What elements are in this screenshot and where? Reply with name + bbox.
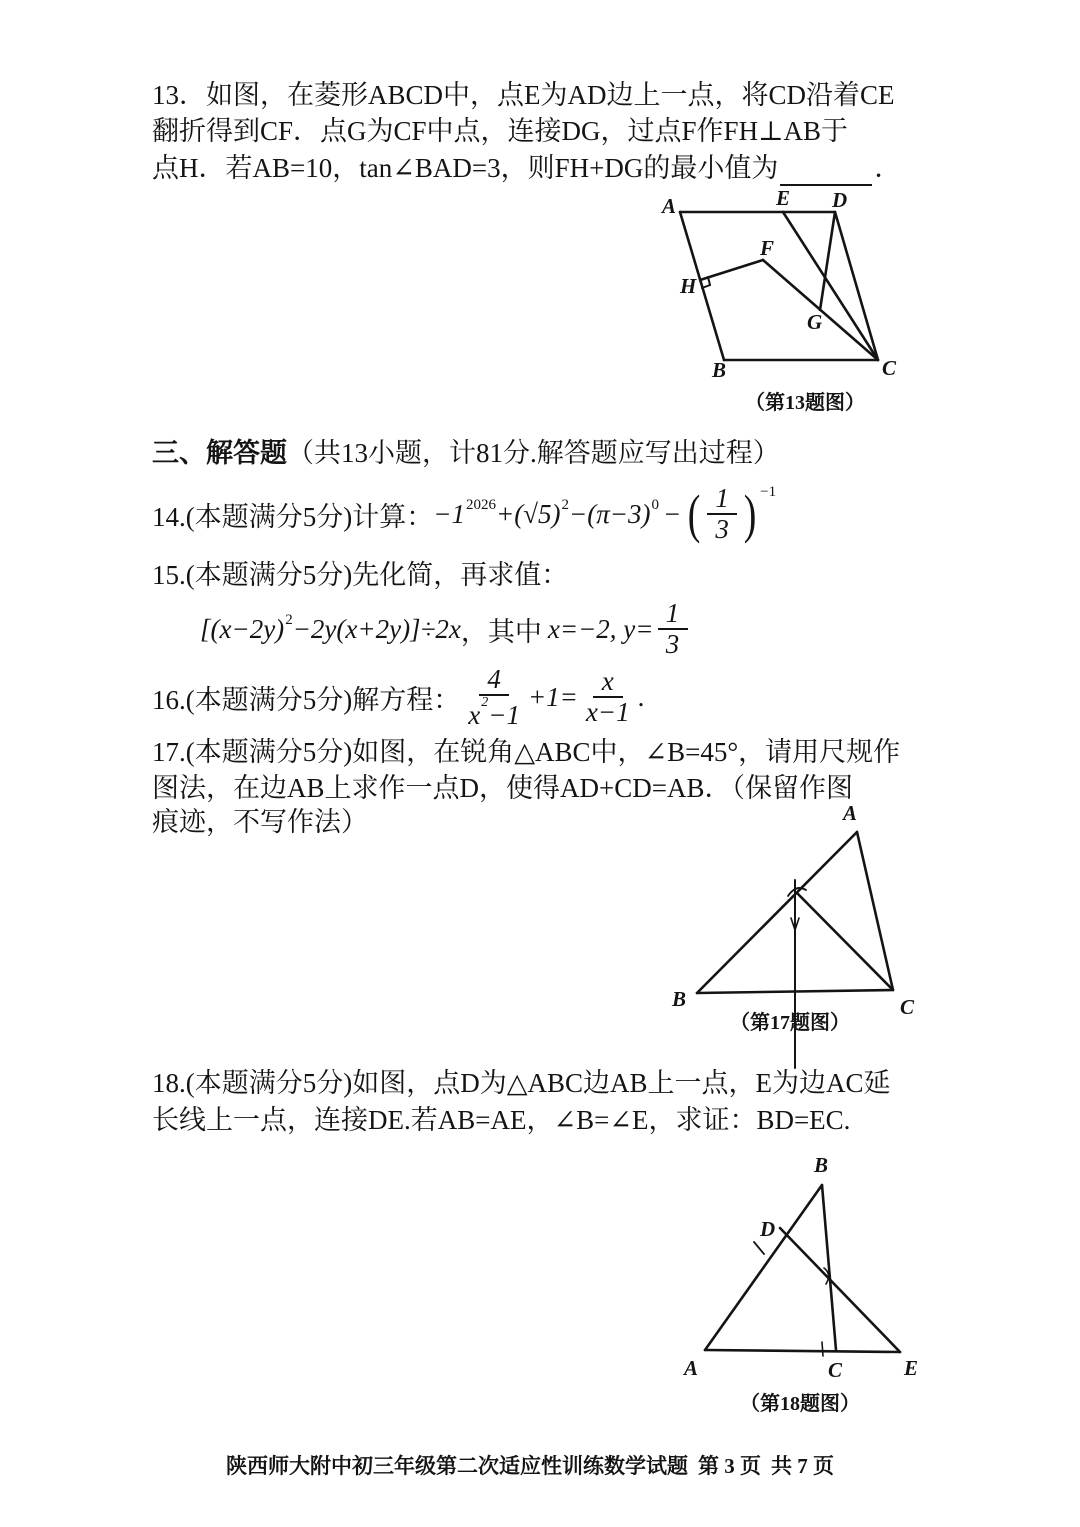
q18-caption: （第18题图）: [740, 1393, 860, 1415]
q15-exp1: 2: [285, 611, 293, 628]
construction-tick-1: [754, 1242, 764, 1254]
q16-fraction2: [582, 667, 634, 727]
q16-middle: +1=: [527, 681, 578, 712]
q16-den-base: x: [468, 699, 481, 730]
construction-segment: [797, 893, 893, 990]
answer-blank: [780, 158, 872, 186]
q14-exp3: 0: [651, 496, 659, 513]
q16-fraction2-numerator: x: [593, 667, 623, 698]
label-A: A: [662, 194, 677, 218]
q17-line1: 17.(本题满分5分)如图，在锐角△ABC中，∠B=45°，请用尺规作: [152, 737, 901, 767]
label-B: B: [672, 987, 687, 1011]
q16-den-exp: 2: [481, 694, 489, 710]
label-E: E: [904, 1356, 919, 1380]
q14-exp2: 2: [561, 496, 569, 513]
segment-DG: [820, 212, 835, 310]
label-A: A: [684, 1356, 699, 1380]
label-A: A: [843, 801, 858, 825]
q14-denominator: 3: [715, 514, 729, 544]
q15-line1: 15.(本题满分5分)先化简，再求值：: [152, 560, 569, 590]
q18-figure-triangle: [680, 1150, 930, 1385]
q13-line3-end: ．: [874, 153, 902, 183]
q14-fraction: [707, 484, 737, 544]
label-H: H: [680, 274, 697, 298]
q13-line3: [152, 150, 901, 186]
construction-tick-2: [822, 1342, 823, 1356]
q14-left-paren: (: [687, 484, 701, 544]
edge-AB: [697, 832, 857, 993]
edge-DC: [835, 212, 878, 360]
q16-prefix: 16.(本题满分5分)解方程：: [152, 684, 461, 715]
q15-numerator: 1: [658, 599, 688, 630]
q13-caption: （第13题图）: [745, 392, 865, 414]
q13-line1: 13．如图，在菱形ABCD中，点E为AD边上一点，将CD沿着CE: [152, 80, 895, 110]
q16-fraction1-denominator: [464, 696, 524, 730]
q18-line2: 长线上一点，连接DE.若AB=AE，∠B=∠E，求证：BD=EC.: [152, 1105, 851, 1135]
q16-end: .: [637, 681, 645, 712]
q13-line3-text: 点H．若AB=10，tan∠BAD=3，则FH+DG的最小值为: [152, 153, 779, 183]
q14-term1: −1: [433, 498, 465, 529]
label-C: C: [882, 356, 897, 380]
segment-DE: [780, 1228, 900, 1352]
label-B: B: [814, 1153, 829, 1177]
q15-fraction: [658, 599, 688, 659]
q14-exp1: 2026: [465, 496, 496, 513]
label-F: F: [760, 236, 775, 260]
section-3-title: 三、解答题: [152, 438, 287, 468]
q15-term1: [(x−2y): [200, 613, 285, 644]
edge-AC: [857, 832, 893, 990]
section-3-note: （共13小题，计81分.解答题应写出过程）: [287, 438, 780, 468]
edge-AE: [705, 1350, 900, 1352]
label-B: B: [712, 358, 727, 382]
q13-figure-rhombus: [650, 185, 920, 395]
q15-values: x=−2, y=: [547, 613, 654, 644]
q14: [152, 483, 776, 545]
q14-term2: +(√5): [495, 498, 561, 529]
edge-AB: [705, 1185, 822, 1350]
label-C: C: [900, 995, 915, 1019]
q14-right-paren: ): [743, 484, 757, 544]
q17-caption: （第17题图）: [730, 1012, 850, 1034]
label-G: G: [807, 310, 823, 334]
label-D: D: [832, 188, 848, 212]
segment-HF: [700, 260, 763, 280]
q18-line1: 18.(本题满分5分)如图，点D为△ABC边AB上一点，E为边AC延: [152, 1068, 891, 1098]
footer-total: 共 7 页: [771, 1454, 834, 1478]
footer-page: 第 3 页: [698, 1454, 761, 1478]
q17-figure-triangle: [660, 800, 930, 1075]
q15-term2: −2y(x+2y)]÷2x: [292, 613, 461, 644]
q16-den-rest: −1: [488, 699, 520, 730]
q14-minus: −: [662, 498, 682, 529]
q16-fraction2-denominator: x−1: [585, 697, 630, 727]
q15-where: ，其中: [460, 616, 542, 647]
q14-prefix: 14.(本题满分5分)计算：: [152, 501, 434, 532]
section-3-header: [152, 435, 780, 471]
q16-fraction1: [464, 665, 524, 730]
q17-line3: 痕迹，不写作法）: [152, 807, 368, 837]
q16-fraction1-numerator: 4: [479, 665, 509, 696]
q14-exp4: −1: [760, 483, 777, 500]
label-D: D: [760, 1217, 776, 1241]
label-C: C: [828, 1358, 843, 1382]
q14-term3: −(π−3): [569, 498, 651, 529]
page-footer: [200, 1452, 860, 1480]
q13-line2: 翻折得到CF．点G为CF中点，连接DG，过点F作FH⊥AB于: [152, 116, 848, 146]
q17-line2: 图法，在边AB上求作一点D，使得AD+CD=AB．（保留作图: [152, 773, 853, 803]
q15-denominator: 3: [665, 629, 680, 659]
footer-title: 陕西师大附中初三年级第二次适应性训练数学试题: [226, 1454, 688, 1478]
q14-numerator: 1: [707, 484, 737, 515]
q15-expression: [200, 597, 692, 661]
label-E: E: [776, 186, 791, 210]
q16: [152, 665, 644, 729]
